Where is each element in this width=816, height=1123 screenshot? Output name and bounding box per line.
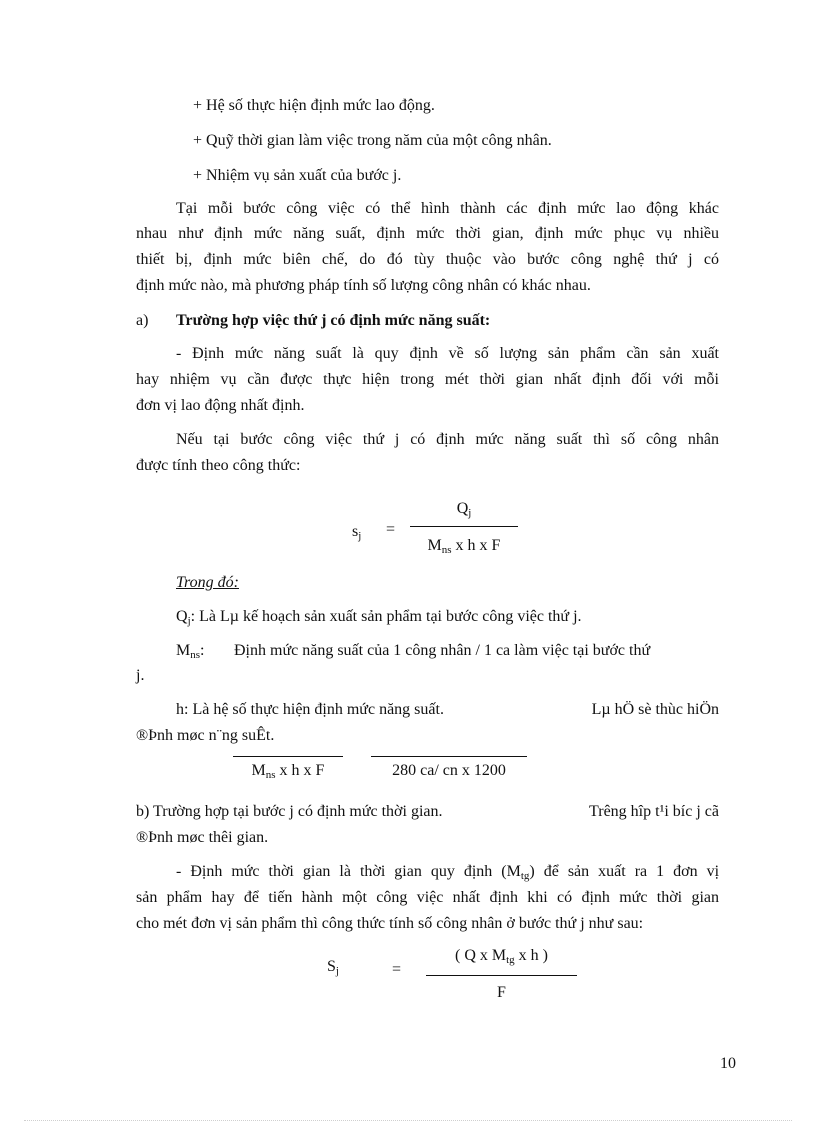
definition-q: $Q_j$: Là Lµ kế hoạch sản xuất sản phẩm tại bước công việc thứ j. (176, 608, 582, 627)
section-b-cont: ®Þnh møc thêi gian. (136, 829, 269, 846)
formula-denominator: $M_{ns}$ x h x F (427, 537, 501, 556)
paragraph-line: hay nhiệm vụ cần được thực hiện trong mét thời gian nhất định đối với mỗi (136, 371, 719, 388)
denominator-b: 280 ca/ cn x 1200 (392, 762, 506, 779)
list-item: + Hệ số thực hiện định mức lao động. (193, 97, 435, 114)
paragraph-line: - Định mức năng suất là quy định về số lượng sản phẩm cần sản xuất (176, 345, 719, 362)
formula2-equals: = (392, 961, 402, 978)
formula2-denominator: F (497, 984, 506, 1001)
definition-h-cont: ®Þnh møc n¨ng suÊt. (136, 727, 275, 744)
definition-h-garbled: Lµ hÖ sè thùc hiÖn (591, 701, 719, 718)
paragraph-line: - Định mức thời gian là thời gian quy định $(M_{tg})$ để sản xuất ra 1 đơn vị (176, 863, 720, 882)
page-number: 10 (720, 1055, 736, 1072)
section-a-label: a) (136, 312, 149, 329)
paragraph-line: sản phẩm hay để tiến hành một công việc nhất định khi có định mức thời gian (136, 889, 719, 906)
formula2-lhs: $S_j$ (327, 958, 339, 977)
definition-m-cont: j. (136, 667, 145, 684)
formula2-numerator: ( Q x $M_{tg}$ x h ) (455, 947, 548, 966)
fraction-bar (371, 756, 527, 757)
list-item: + Quỹ thời gian làm việc trong năm của một công nhân. (193, 132, 552, 149)
paragraph-line: nhau như định mức năng suất, định mức thời gian, định mức phục vụ nhiều (136, 225, 719, 242)
where-label: Trong đó: (176, 574, 239, 591)
formula-numerator: $Q_j$ (456, 500, 472, 519)
section-b-garbled: Trêng hîp t¹i bíc j cã (589, 803, 719, 820)
footer-divider (24, 1120, 792, 1121)
definition-m-symbol: $M_{ns}$: (176, 642, 205, 661)
paragraph-line: cho mét đơn vị sản phẩm thì công thức tính số công nhân ở bước thứ j như sau: (136, 915, 644, 932)
list-item: + Nhiệm vụ sản xuất của bước j. (193, 167, 402, 184)
paragraph-line: định mức nào, mà phương pháp tính số lượng công nhân có khác nhau. (136, 277, 591, 294)
paragraph-line: đơn vị lao động nhất định. (136, 397, 305, 414)
paragraph-line: thiết bị, định mức biên chế, do đó tùy thuộc vào bước công nghệ thứ j có (136, 251, 719, 268)
definition-h: h: Là hệ số thực hiện định mức năng suất. (176, 701, 444, 718)
paragraph-line: Tại mỗi bước công việc có thể hình thành các định mức lao động khác (176, 200, 719, 217)
fraction-bar (426, 975, 577, 976)
fraction-bar (233, 756, 343, 757)
fraction-bar (410, 526, 518, 527)
formula-lhs: $s_j$ (352, 523, 362, 542)
definition-m-text: Định mức năng suất của 1 công nhân / 1 ca làm việc tại bước thứ (234, 642, 651, 659)
paragraph-line: Nếu tại bước công việc thứ j có định mức năng suất thì số công nhân (176, 431, 719, 448)
denominator-a: $M_{ns}$ x h x F (251, 762, 325, 781)
formula-equals: = (386, 521, 396, 538)
section-a-title: Trường hợp việc thứ j có định mức năng suất: (176, 312, 491, 329)
paragraph-line: được tính theo công thức: (136, 457, 301, 474)
section-b-title: b) Trường hợp tại bước j có định mức thời gian. (136, 803, 443, 820)
